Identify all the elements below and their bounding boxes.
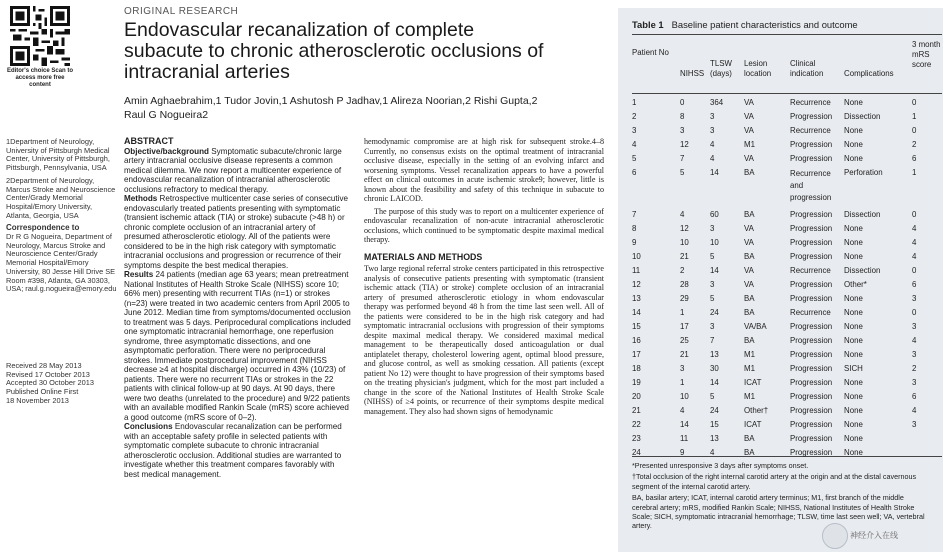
footnote-1: *Presented unresponsive 3 days after symptoms onset. [632,461,809,470]
date-revised: Revised 17 October 2013 [6,369,90,379]
table-cell: 4 [912,224,917,233]
table-cell: VA [744,98,754,107]
table-header-rule [632,93,942,94]
table-cell: 364 [710,98,724,107]
table-cell: VA [744,238,754,247]
table-cell: None [844,98,863,107]
table-cell: Progression [790,224,833,233]
date-accepted: Accepted 30 October 2013 [6,378,94,388]
abstract-conclusions-text: Endovascular recanalization can be performed with an acceptable safety profile in selected patients with symptomatic complete subacute to chronic intracranial atherosclerotic occlusion. Additional studies are warranted to investigate whether this treatment compares favorably with best medical management. [124,422,342,479]
table-cell: None [844,294,863,303]
table-cell: Progression [790,434,833,443]
table-cell: 18 [632,364,641,373]
table-cell: 10 [632,252,641,261]
table-cell: None [844,126,863,135]
table-cell: Dissection [844,112,881,121]
table-cell: 12 [632,280,641,289]
table-cell: BA [744,294,755,303]
table-cell: 14 [710,266,719,275]
affiliations [6,138,118,298]
table-cell: VA [744,126,754,135]
table-header-cell: Clinical indication [790,59,824,78]
abstract-background [124,147,352,195]
table-cell: 29 [680,294,689,303]
table-cell: 5 [710,252,715,261]
table-cell: 13 [710,350,719,359]
table-cell: VA [744,112,754,121]
table-cell: 5 [710,392,715,401]
table-cell: BA [744,210,755,219]
table-cell: BA [744,252,755,261]
table-cell: ICAT [744,420,762,429]
table-cell: 8 [680,112,685,121]
footnote-2: †Total occlusion of the right internal carotid artery at the origin and at the distal cavernous segment of the internal carotid artery. [632,472,917,491]
table-cell: 13 [710,434,719,443]
table-cell: 4 [710,154,715,163]
table-cell: SICH [844,364,863,373]
table-cell: 14 [680,420,689,429]
table-cell: 6 [912,280,917,289]
table-cell: None [844,420,863,429]
table-cell: 1 [912,112,917,121]
table-cell: 5 [632,154,637,163]
table-cell: 1 [912,168,917,177]
table-cell: 4 [680,406,685,415]
table-cell: 1 [632,98,637,107]
table-cell: Progression [790,448,833,457]
table-header-cell: 3 month mRS score [912,40,941,69]
table-cell: 3 [710,112,715,121]
table-cell: 4 [912,336,917,345]
abstract-methods [124,194,352,270]
table-cell: 17 [632,350,641,359]
table-cell: Progression [790,322,833,331]
table-cell: 4 [912,252,917,261]
table-cell: VA [744,280,754,289]
table-cell: 21 [680,252,689,261]
table-cell: 3 [710,280,715,289]
table-cell: BA [744,448,755,457]
date-received: Received 28 May 2013 [6,361,82,370]
table-panel [618,8,943,552]
table-cell: None [844,392,863,401]
table-cell: 4 [632,140,637,149]
table-cell: 22 [632,420,641,429]
table-cell: BA [744,336,755,345]
table-cell: Progression [790,252,833,261]
table-cell: 5 [680,168,685,177]
table-cell: VA/BA [744,322,767,331]
table-cell: M1 [744,364,755,373]
abstract-conclusions-label: Conclusions [124,422,173,431]
table-cell: Progression [790,406,833,415]
table-cell: BA [744,434,755,443]
table-cell: 60 [710,210,719,219]
table-cell: 9 [680,448,685,457]
table-cell: None [844,350,863,359]
table-cell: 13 [632,294,641,303]
table-cell: None [844,406,863,415]
table-cell: Progression [790,420,833,429]
table-cell: Progression [790,336,833,345]
table-cell: 4 [710,448,715,457]
table-cell: 14 [710,168,719,177]
date-published: 18 November 2013 [6,395,69,405]
table-cell: 3 [632,126,637,135]
table-cell: None [844,238,863,247]
table-cell: Recurrence and progression [790,169,832,202]
table-cell: 6 [912,392,917,401]
watermark-text: 神经介入在线 [850,531,898,540]
table-cell: 17 [680,322,689,331]
table-cell: 1 [680,308,685,317]
table-cell: Progression [790,140,833,149]
correspondence-address: Dr R G Nogueira, Department of Neurology, Marcus Stroke and Neuroscience Center/Grady Memorial Hospital/Emory University, 80 Jesse Hill Drive SE Room #398, Atlanta, GA 30303, USA; raul.g.nogueira@emory.edu [6,232,117,294]
table-cell: 10 [710,238,719,247]
table-cell: 3 [912,420,917,429]
table-cell: None [844,448,863,457]
table-cell: 4 [912,238,917,247]
correspondence-title: Correspondence to [6,223,80,233]
table-cell: 11 [632,266,641,275]
article-title: Endovascular recanalization of complete subacute to chronic atherosclerotic occlusions of intracranial arteries [124,19,544,83]
table-cell: Progression [790,210,833,219]
table-cell: 4 [912,406,917,415]
table-cell: Other* [844,280,867,289]
table-cell: 24 [632,448,641,457]
affiliation-1: 1Department of Neurology, University of Pittsburgh Medical Center, University of Pittsburgh, Pittsburgh, Pennsylvania, USA [6,137,110,173]
table-cell: 7 [680,154,685,163]
table-cell: Progression [790,294,833,303]
table-cell: 5 [710,294,715,303]
table-cell: 3 [912,378,917,387]
table-footnotes [632,461,928,533]
table-cell: 15 [632,322,641,331]
table-cell: 30 [710,364,719,373]
section-label: ORIGINAL RESEARCH [124,6,239,17]
table-cell: None [844,154,863,163]
methods-heading: MATERIALS AND METHODS [364,251,483,262]
table-header-cell: Lesion location [744,59,772,78]
table-cell: 6 [912,154,917,163]
abstract-results-text: 24 patients (median age 63 years; mean pretreatment National Institutes of Health Stroke Scale (NIHSS) score 10; 66% men) presenting with recurrent TIAs (n=1) or strokes (n=23) were treated in two academic centers from April 2005 to June 2012. Median time from symptoms/documented occlusion to treatment was 5 days. Periprocedural complications included one symptomatic intracranial hemorrhage, one reperfusion syndrome, three asymptomatic dissections, and one asymptomatic perforation. There were no periprocedural strokes. Immediate postprocedural improvement (NIHSS decrease ≥4 at hospital discharge) occurred in 43% (10/23) of patients. There were no recurrent TIAs or strokes in the 22 patients with clinical follow-up at 90 days. At 90 days, there were two deaths (unrelated to the procedure) and 9/22 patients with an available modified Rankin Scale (mRS) score achieved a good outcome (mRS score of 0–2). [124,270,351,422]
table-cell: 24 [710,308,719,317]
body-text [364,137,604,419]
table-cell: 4 [710,140,715,149]
table-cell: 0 [912,308,917,317]
table-cell: M1 [744,140,755,149]
table-title [632,19,858,30]
table-header-cell: Patient No [632,48,669,57]
table-cell: 24 [710,406,719,415]
table-cell: Recurrence [790,308,831,317]
table-cell: 10 [680,238,689,247]
table-cell: 0 [912,98,917,107]
table-cell: Recurrence [790,266,831,275]
table-cell: None [844,224,863,233]
table-cell: Progression [790,154,833,163]
table-cell: 14 [632,308,641,317]
table-cell: 3 [912,350,917,359]
affiliation-2: 2Department of Neurology, Marcus Stroke and Neuroscience Center/Grady Memorial Hospital/Emory University, Atlanta, Georgia, USA [6,175,116,220]
table-cell: 25 [680,336,689,345]
table-cell: 0 [912,266,917,275]
table-cell: 14 [710,378,719,387]
table-header-cell: NIHSS [680,69,705,78]
table-cell: 12 [680,224,689,233]
table-cell: 3 [710,126,715,135]
date-published-label: Published Online First [6,387,79,397]
watermark-logo-icon [822,523,848,549]
table-cell: 2 [912,364,917,373]
table-cell: 8 [632,224,637,233]
table-cell: 3 [912,294,917,303]
table-cell: 0 [912,126,917,135]
table-cell: Perforation [844,168,883,177]
table-cell: 3 [680,364,685,373]
table-bottom-rule [632,456,942,457]
table-header-cell: TLSW (days) [710,59,732,78]
abstract-methods-text: Retrospective multicenter case series of consecutive endovascularly treated patients presenting with symptomatic (transient ischemic attack (TIA) or stroke) subacute (>48 h) or chronic complete occlusion of an intracranial artery of presumed atherosclerotic etiology. All of the patients were considered to be in the high risk category with symptomatic intracranial occlusions and progression or recurrence of their symptoms despite the best medical therapies. [124,194,349,270]
table-cell: VA [744,266,754,275]
table-caption: Baseline patient characteristics and outcome [671,19,858,30]
table-cell: 6 [632,168,637,177]
table-cell: None [844,336,863,345]
table-cell: 20 [632,392,641,401]
table-cell: 9 [632,238,637,247]
table-cell: Progression [790,364,833,373]
table-cell: M1 [744,350,755,359]
table-cell: 2 [912,140,917,149]
table-cell: None [844,308,863,317]
table-label: Table 1 [632,19,664,30]
table-cell: None [844,140,863,149]
table-cell: VA [744,224,754,233]
table-cell: Progression [790,378,833,387]
table-cell: 21 [632,406,641,415]
body-paragraph-2: The purpose of this study was to report on a multicenter experience of endovascular recanalization of non-acute intracranial atherosclerotic occlusions, which continued to be symptomatic despite maximal medical therapy. [364,206,604,244]
table-cell: 2 [680,266,685,275]
abstract-conclusions [124,422,352,479]
body-paragraph-3: Two large regional referral stroke centers participated in this retrospective analysis of consecutive patients presenting with symptomatic (transient ischemic attack (TIA) or stroke) complete occlusion of an intracranial artery of presumed atherosclerotic etiology in whom endovascular therapy was performed beyond 48 h from the time last seen well. All of the patients were considered to be in the high risk category and had symptomatic intracranial occlusions with progression of their symptoms despite maximal medical therapy. We considered maximal medical management to be therapeutically dosed anticoagulation or dual antiplatelet therapy, cholesterol lowering agent, optimal blood pressure, and glucose control, as well as smoking cessation. All patients (except patient No 12) were thought to have progression of their symptoms based on the treating physician's judgment, which for the most part included a change in the score of the National Institutes of Health Stroke Scale (NIHSS) of ≥4 points, or recurrence of their symptoms despite medical management. They also had shown signs of hemodynamic [364,264,604,416]
table-cell: 21 [680,350,689,359]
table-cell: 2 [632,112,637,121]
table-cell: BA [744,308,755,317]
table-cell: 0 [680,98,685,107]
table-cell: Dissection [844,266,881,275]
table-cell: 3 [710,224,715,233]
body-paragraph-1: hemodynamic compromise are at high risk for subsequent stroke.4–8 Currently, no consensus exists on the optimal treatment of intracranial occlusive disease, especially in the setting of an evolving infarct and worsening symptoms. Vessel recanalization appears to have a powerful effect on clinical outcomes in acute ischemic stroke9; however, little is known about the feasibility and safety of this technique in subacute to chronic LAICOD. [364,137,604,203]
footnote-3: BA, basilar artery; ICAT, internal carotid artery terminus; M1, first branch of the middle cerebral artery; mRS, modified Rankin Scale; NIHSS, National Institutes of Health Stroke Scale; SICH, symptomatic intracranial hemorrhage; TLSW, time last seen well; VA, vertebral artery. [632,493,925,531]
table-cell: M1 [744,392,755,401]
qr-code-icon[interactable] [10,6,70,66]
table-cell: Dissection [844,210,881,219]
table-cell: 19 [632,378,641,387]
table-cell: Recurrence [790,98,831,107]
abstract-results-label: Results [124,270,154,279]
table-cell: 10 [680,392,689,401]
table-cell: Other† [744,406,769,415]
article-dates [6,362,118,406]
abstract-heading: ABSTRACT [124,136,174,146]
table-cell: 23 [632,434,641,443]
table-cell: 15 [710,420,719,429]
table-cell: VA [744,154,754,163]
table-cell: None [844,378,863,387]
abstract-methods-label: Methods [124,194,158,203]
table-cell: 3 [710,322,715,331]
table-cell: Progression [790,112,833,121]
table-top-rule [632,34,942,35]
qr-caption: Editor's choice Scan to access more free content [6,68,74,88]
table-cell: 7 [632,210,637,219]
table-cell: 1 [680,378,685,387]
table-cell: 3 [912,322,917,331]
table-cell: 7 [710,336,715,345]
abstract-background-text: Symptomatic subacute/chronic large artery intracranial occlusive disease represents a common medical dilemma. We now report a multicenter experience of endovascular recanalization of intracranial atherosclerotic occlusions refractory to medical therapy. [124,146,342,194]
table-cell: 16 [632,336,641,345]
table-cell: Recurrence [790,126,831,135]
table-cell: 11 [680,434,689,443]
table-cell: BA [744,168,755,177]
table-cell: None [844,322,863,331]
table-cell: Progression [790,392,833,401]
table-cell: 4 [680,210,685,219]
table-header-cell: Complications [844,69,894,78]
abstract-results [124,270,352,422]
author-list: Amin Aghaebrahim,1 Tudor Jovin,1 Ashutosh P Jadhav,1 Alireza Noorian,2 Rishi Gupta,2 Raul G Nogueira2 [124,95,538,121]
abstract [124,137,352,479]
table-cell: 3 [680,126,685,135]
abstract-background-label: Objective/background [124,146,210,156]
table-cell: None [844,252,863,261]
table-cell: 12 [680,140,689,149]
table-cell: None [844,434,863,443]
table-cell: 28 [680,280,689,289]
table-cell: ICAT [744,378,762,387]
table-cell: Progression [790,350,833,359]
table-cell: Progression [790,280,833,289]
table-cell: Progression [790,238,833,247]
table-cell: 0 [912,210,917,219]
